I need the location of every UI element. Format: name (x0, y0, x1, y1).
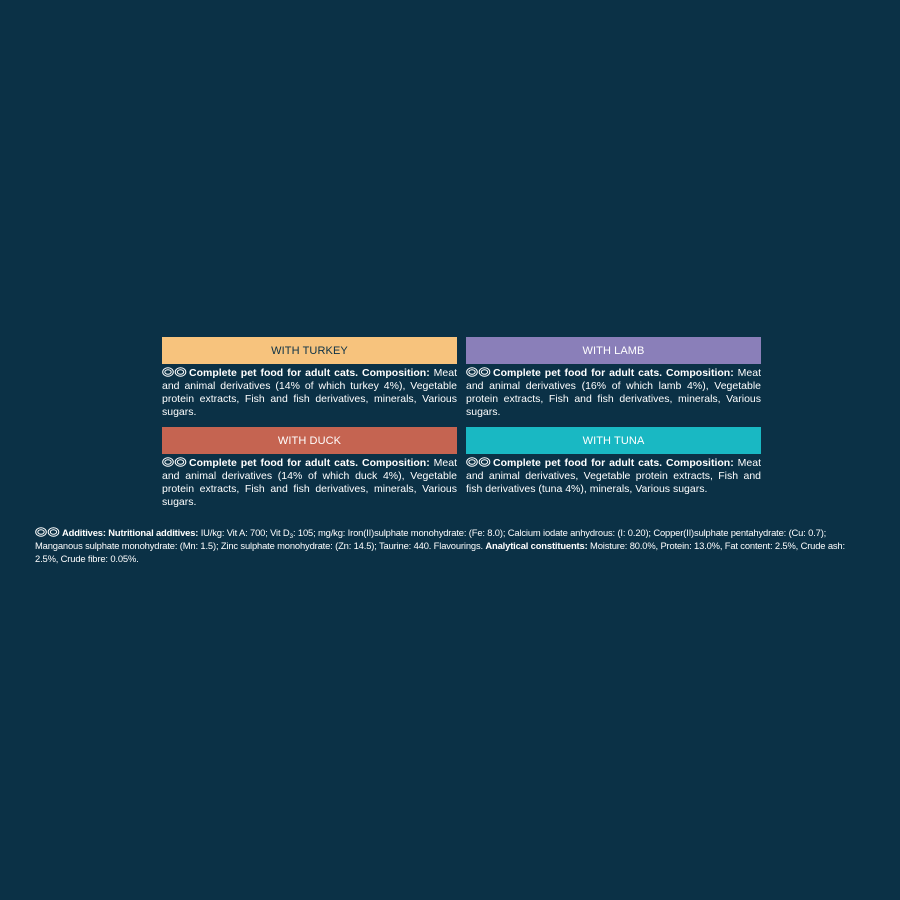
composition-text: Meat and animal derivatives (14% of which duck 4%), Vegetable protein extracts, Fish and fish derivatives, minerals, Various sugars. (162, 457, 457, 508)
variant-lead: Complete pet food for adult cats. (493, 367, 663, 379)
nutritional-additives-label: Nutritional additives: (108, 527, 199, 538)
analytical-constituents-label: Analytical constituents: (485, 540, 588, 552)
language-markers-icon (162, 457, 187, 467)
variant-description (162, 457, 457, 517)
language-markers-icon (466, 367, 491, 377)
variant-title-band (162, 427, 457, 454)
composition-text: Meat and animal derivatives (14% of which turkey 4%), Vegetable protein extracts, Fish and fish derivatives, minerals, Various sugars. (162, 367, 457, 418)
variant-description (466, 457, 761, 517)
variant-lamb (466, 337, 761, 427)
variant-lead: Complete pet food for adult cats. (189, 457, 359, 469)
variant-title-band (466, 337, 761, 364)
variant-lead: Complete pet food for adult cats. (493, 457, 663, 469)
variants-grid (162, 337, 761, 517)
analytical-constituents-text: Moisture: 80.0%, Protein: 13.0%, Fat content: 2.5%, Crude ash: 2.5%, Crude fibre: 0.05%. (35, 540, 845, 565)
composition-label: Composition: (666, 367, 734, 379)
composition-label: Composition: (362, 457, 430, 469)
variant-lead: Complete pet food for adult cats. (189, 367, 359, 379)
additives-paragraph (35, 526, 866, 566)
additives-text-part1: IU/kg: Vit A: 700; Vit D (200, 527, 290, 538)
variant-title: WITH TUNA (582, 434, 645, 447)
variant-title: WITH TURKEY (271, 344, 348, 357)
language-markers-icon (466, 457, 491, 467)
variant-title-band (162, 337, 457, 364)
composition-label: Composition: (362, 367, 430, 379)
composition-label: Composition: (666, 457, 734, 469)
variant-title: WITH LAMB (582, 344, 645, 357)
additives-text-part2: : 105; mg/kg: Iron(II)sulphate monohydrate: (Fe: 8.0); Calcium iodate anhydrous: (I: 0.20); Copper(II)sulphate pentahydrate: (Cu: 0.7); Manganous sulphate monohydrate: (Mn: 1.5); Zinc sulphate monohydrate: (Zn: 14.5); Taurine: 440. Flavourings. (35, 527, 827, 552)
language-markers-icon (162, 367, 187, 377)
variant-description (162, 367, 457, 427)
composition-text: Meat and animal derivatives, Vegetable protein extracts, Fish and fish derivatives (tuna 4%), minerals, Various sugars. (466, 457, 761, 495)
d3-subscript: 3 (289, 533, 293, 540)
variant-turkey (162, 337, 457, 427)
variant-duck (162, 427, 457, 517)
composition-text: Meat and animal derivatives (16% of which lamb 4%), Vegetable protein extracts, Fish and fish derivatives, minerals, Various sugars. (466, 367, 761, 418)
variant-description (466, 367, 761, 427)
additives-label: Additives: (62, 527, 106, 538)
language-markers-icon (35, 527, 60, 537)
variant-title: WITH DUCK (277, 434, 342, 447)
variant-tuna (466, 427, 761, 517)
variant-title-band (466, 427, 761, 454)
